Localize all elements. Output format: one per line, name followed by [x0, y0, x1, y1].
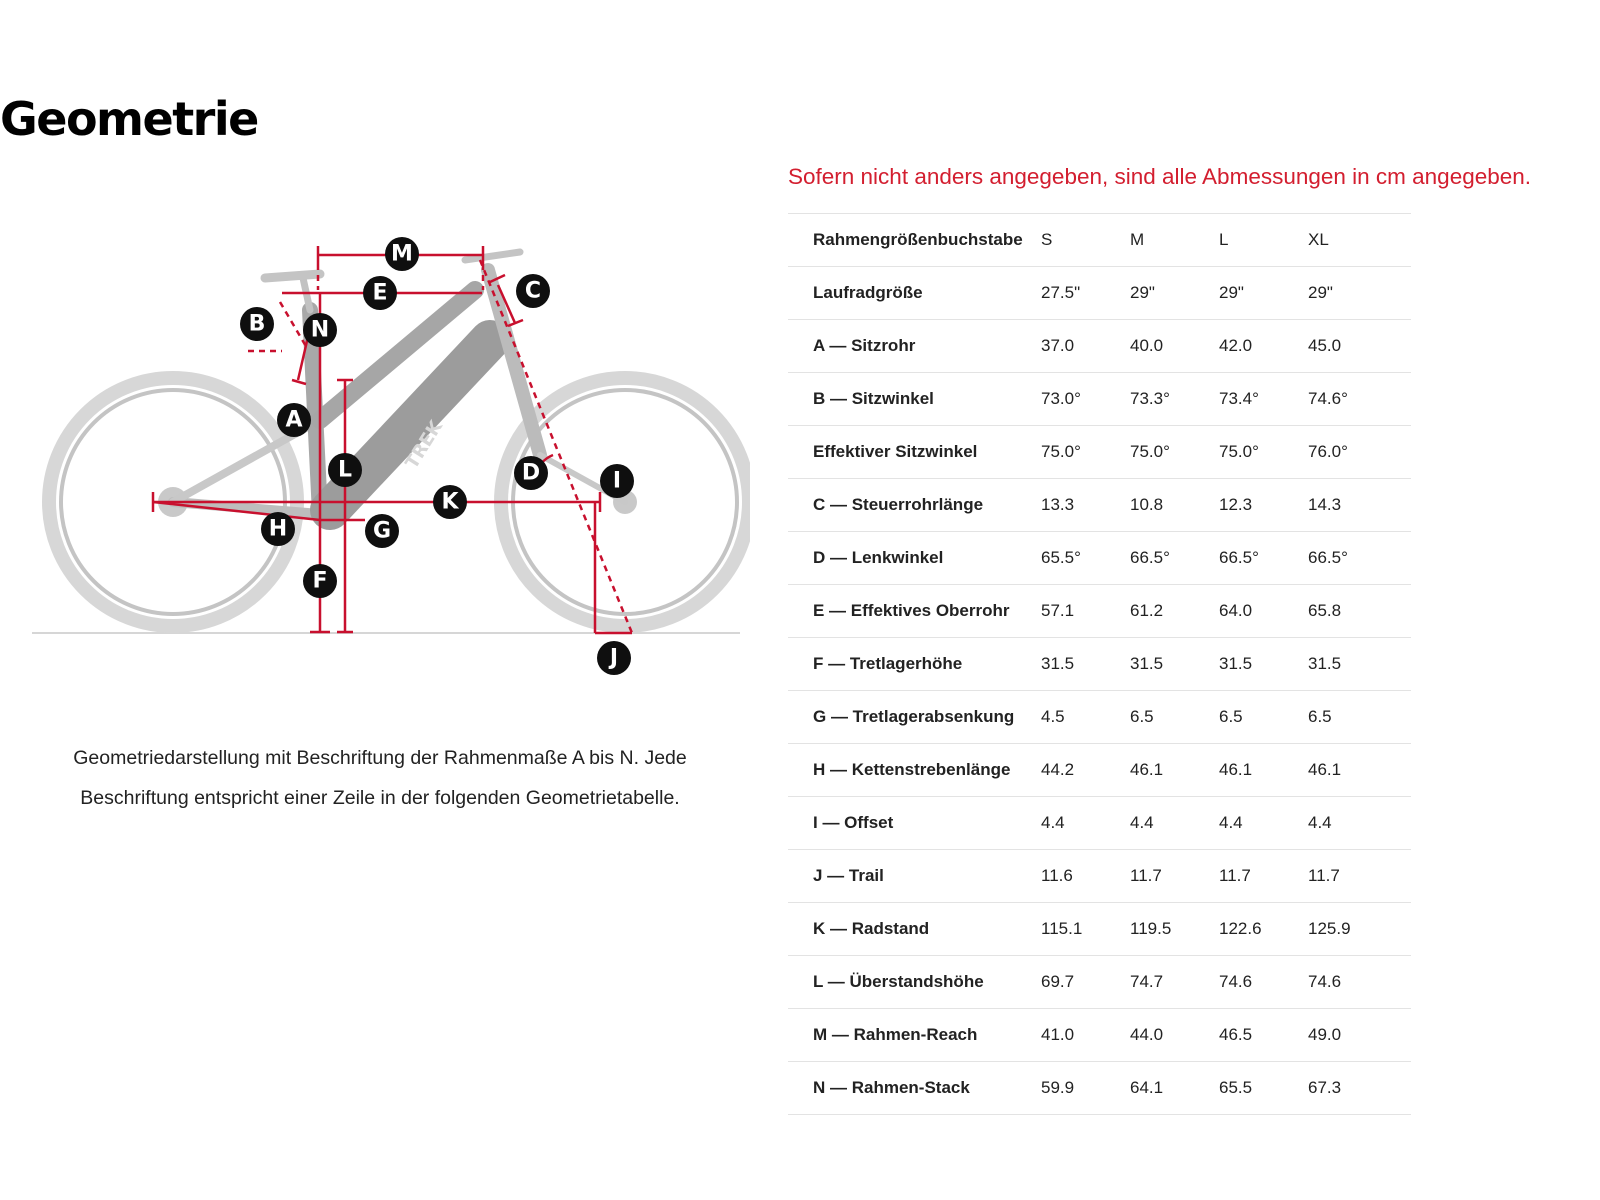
marker-k [433, 485, 467, 519]
marker-i [600, 464, 634, 498]
page-title: Geometrie [0, 92, 258, 146]
units-note: Sofern nicht anders angegeben, sind alle Abmessungen in cm angegeben. [788, 164, 1532, 189]
header-size-xl: XL [1308, 214, 1411, 267]
cell-s: 31.5 [1041, 638, 1130, 691]
cell-s: 37.0 [1041, 320, 1130, 373]
header-size-m: M [1130, 214, 1219, 267]
cell-m: 31.5 [1130, 638, 1219, 691]
marker-g [365, 514, 399, 548]
bike-geometry-illustration [20, 230, 750, 700]
table-row [788, 744, 1411, 797]
cell-xl: 66.5° [1308, 532, 1411, 585]
cell-s: 65.5° [1041, 532, 1130, 585]
svg-text:F: F [312, 568, 328, 594]
cell-m: 74.7 [1130, 956, 1219, 1009]
table-row [788, 1009, 1411, 1062]
row-label: C — Steuerrohrlänge [788, 479, 1041, 532]
geometry-table [788, 213, 1411, 1115]
cell-m: 46.1 [1130, 744, 1219, 797]
brand-logo: TREK [401, 417, 448, 473]
cell-s: 44.2 [1041, 744, 1130, 797]
cell-l: 46.5 [1219, 1009, 1308, 1062]
table-row [788, 691, 1411, 744]
cell-xl: 31.5 [1308, 638, 1411, 691]
cell-xl: 67.3 [1308, 1062, 1411, 1115]
svg-text:C: C [524, 278, 542, 304]
cell-l: 6.5 [1219, 691, 1308, 744]
svg-text:I: I [612, 468, 622, 494]
cell-l: 122.6 [1219, 903, 1308, 956]
cell-l: 75.0° [1219, 426, 1308, 479]
row-label: M — Rahmen-Reach [788, 1009, 1041, 1062]
cell-s: 13.3 [1041, 479, 1130, 532]
svg-text:A: A [285, 407, 303, 433]
marker-b [240, 307, 274, 341]
cell-l: 73.4° [1219, 373, 1308, 426]
cell-l: 12.3 [1219, 479, 1308, 532]
cell-l: 29" [1219, 267, 1308, 320]
cell-xl: 6.5 [1308, 691, 1411, 744]
header-size-l: L [1219, 214, 1308, 267]
cell-s: 75.0° [1041, 426, 1130, 479]
table-row [788, 585, 1411, 638]
row-label: I — Offset [788, 797, 1041, 850]
header-size-s: S [1041, 214, 1130, 267]
cell-xl: 65.8 [1308, 585, 1411, 638]
cell-s: 73.0° [1041, 373, 1130, 426]
svg-text:K: K [441, 489, 459, 515]
cell-m: 11.7 [1130, 850, 1219, 903]
row-label: H — Kettenstrebenlänge [788, 744, 1041, 797]
cell-m: 4.4 [1130, 797, 1219, 850]
header-label: Rahmengrößenbuchstabe [788, 214, 1041, 267]
marker-h [261, 512, 295, 546]
cell-xl: 74.6° [1308, 373, 1411, 426]
row-label: J — Trail [788, 850, 1041, 903]
row-label: N — Rahmen-Stack [788, 1062, 1041, 1115]
marker-l [328, 453, 362, 487]
bike-frame [173, 252, 625, 514]
cell-s: 69.7 [1041, 956, 1130, 1009]
svg-text:J: J [609, 645, 619, 671]
row-label: G — Tretlagerabsenkung [788, 691, 1041, 744]
cell-s: 59.9 [1041, 1062, 1130, 1115]
diagram-caption: Geometriedarstellung mit Beschriftung der Rahmenmaße A bis N. Jede Beschriftung entspricht einer Zeile in der folgenden Geometrietabelle. [73, 747, 687, 809]
cell-s: 41.0 [1041, 1009, 1130, 1062]
row-label: L — Überstandshöhe [788, 956, 1041, 1009]
cell-s: 115.1 [1041, 903, 1130, 956]
table-row [788, 956, 1411, 1009]
cell-xl: 11.7 [1308, 850, 1411, 903]
cell-l: 42.0 [1219, 320, 1308, 373]
svg-text:B: B [248, 311, 266, 337]
row-label: Effektiver Sitzwinkel [788, 426, 1041, 479]
marker-d [514, 456, 548, 490]
cell-m: 119.5 [1130, 903, 1219, 956]
cell-xl: 4.4 [1308, 797, 1411, 850]
cell-xl: 14.3 [1308, 479, 1411, 532]
table-row [788, 638, 1411, 691]
cell-m: 44.0 [1130, 1009, 1219, 1062]
table-header-row [788, 214, 1411, 267]
table-row [788, 267, 1411, 320]
cell-l: 31.5 [1219, 638, 1308, 691]
cell-xl: 74.6 [1308, 956, 1411, 1009]
cell-xl: 125.9 [1308, 903, 1411, 956]
cell-m: 61.2 [1130, 585, 1219, 638]
cell-l: 74.6 [1219, 956, 1308, 1009]
cell-xl: 46.1 [1308, 744, 1411, 797]
cell-xl: 49.0 [1308, 1009, 1411, 1062]
svg-text:L: L [337, 457, 353, 483]
cell-m: 40.0 [1130, 320, 1219, 373]
cell-l: 65.5 [1219, 1062, 1308, 1115]
row-label: E — Effektives Oberrohr [788, 585, 1041, 638]
table-row [788, 373, 1411, 426]
cell-s: 4.4 [1041, 797, 1130, 850]
row-label: K — Radstand [788, 903, 1041, 956]
cell-m: 29" [1130, 267, 1219, 320]
marker-e [363, 276, 397, 310]
cell-l: 11.7 [1219, 850, 1308, 903]
cell-xl: 29" [1308, 267, 1411, 320]
row-label: Laufradgröße [788, 267, 1041, 320]
cell-l: 66.5° [1219, 532, 1308, 585]
cell-xl: 76.0° [1308, 426, 1411, 479]
cell-s: 11.6 [1041, 850, 1130, 903]
marker-n [303, 313, 337, 347]
cell-l: 4.4 [1219, 797, 1308, 850]
svg-text:N: N [310, 317, 330, 343]
cell-xl: 45.0 [1308, 320, 1411, 373]
marker-m [385, 237, 419, 271]
cell-m: 66.5° [1130, 532, 1219, 585]
svg-text:E: E [372, 280, 388, 306]
table-row [788, 1062, 1411, 1115]
cell-s: 4.5 [1041, 691, 1130, 744]
cell-s: 27.5" [1041, 267, 1130, 320]
cell-m: 73.3° [1130, 373, 1219, 426]
table-row [788, 850, 1411, 903]
row-label: A — Sitzrohr [788, 320, 1041, 373]
marker-j [597, 641, 631, 675]
cell-m: 75.0° [1130, 426, 1219, 479]
svg-text:H: H [268, 516, 288, 542]
table-row [788, 532, 1411, 585]
cell-s: 57.1 [1041, 585, 1130, 638]
marker-a [277, 403, 311, 437]
cell-l: 46.1 [1219, 744, 1308, 797]
table-row [788, 797, 1411, 850]
geometry-diagram [20, 230, 750, 700]
marker-c [516, 274, 550, 308]
cell-m: 64.1 [1130, 1062, 1219, 1115]
cell-m: 10.8 [1130, 479, 1219, 532]
table-row [788, 426, 1411, 479]
row-label: B — Sitzwinkel [788, 373, 1041, 426]
cell-l: 64.0 [1219, 585, 1308, 638]
row-label: F — Tretlagerhöhe [788, 638, 1041, 691]
svg-text:D: D [521, 460, 541, 486]
row-label: D — Lenkwinkel [788, 532, 1041, 585]
table-row [788, 479, 1411, 532]
cell-m: 6.5 [1130, 691, 1219, 744]
svg-text:G: G [372, 518, 392, 544]
svg-text:M: M [391, 241, 413, 267]
table-row [788, 320, 1411, 373]
table-row [788, 903, 1411, 956]
marker-f [303, 564, 337, 598]
